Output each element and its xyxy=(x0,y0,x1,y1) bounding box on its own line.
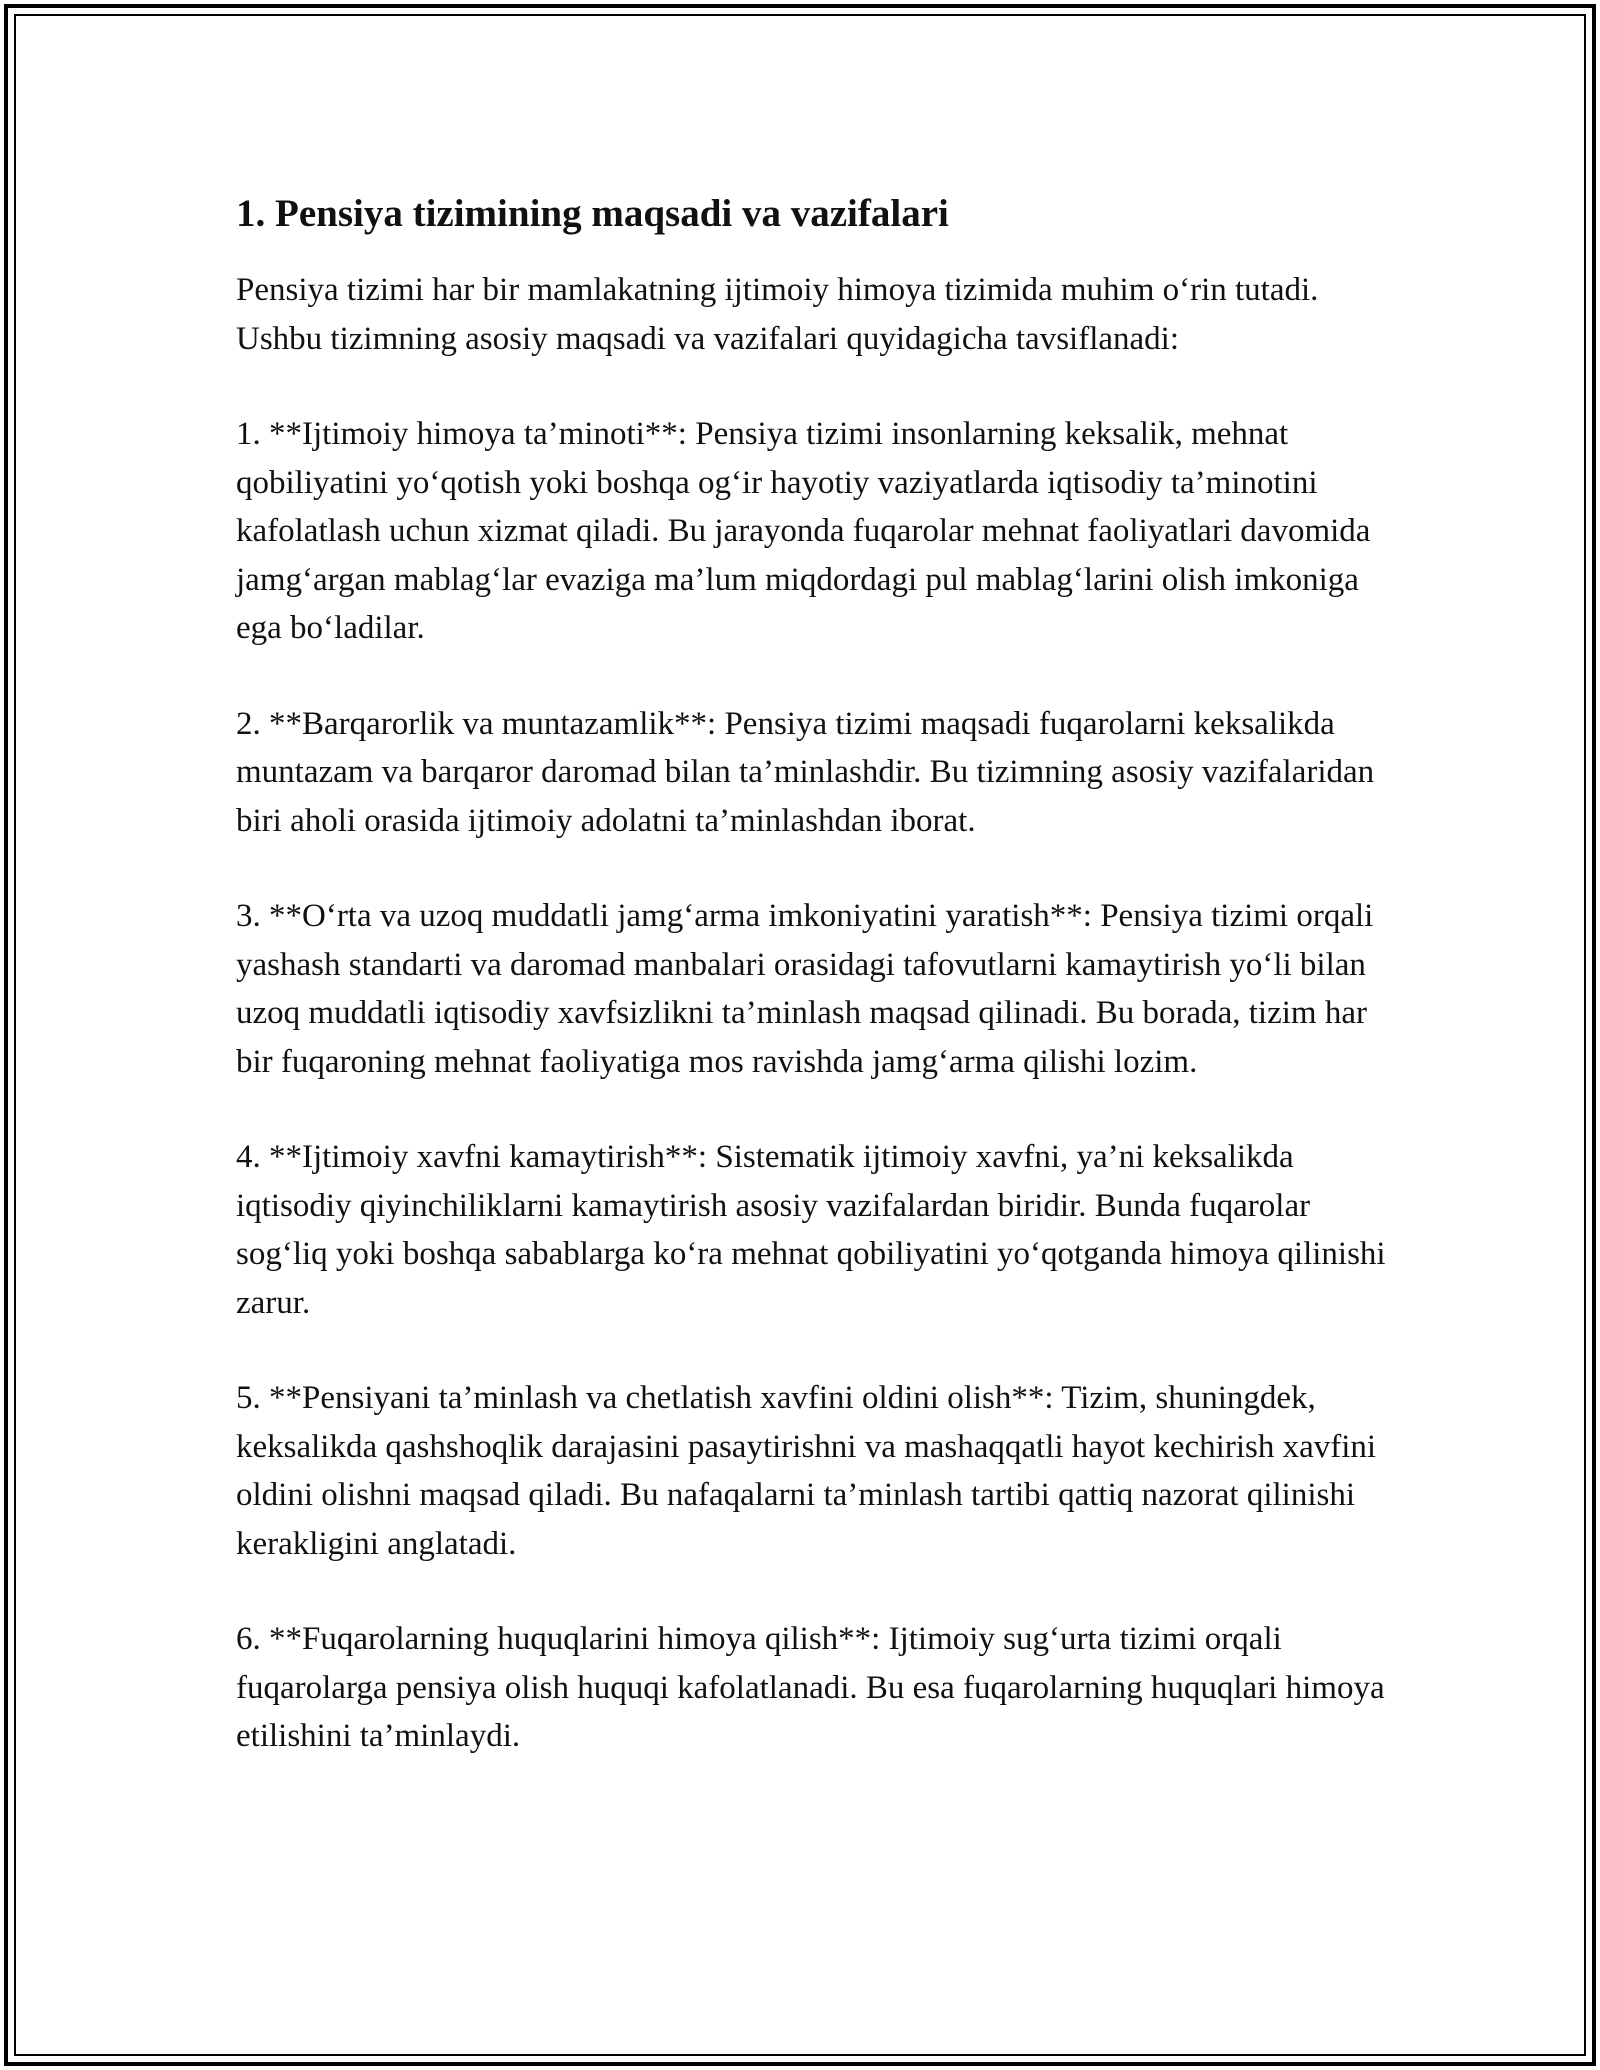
document-body xyxy=(236,186,1386,1761)
list-item: 2. **Barqarorlik va muntazamlik**: Pensiya tizimi maqsadi fuqarolarni keksalikda muntazam va barqaror daromad bilan ta’minlashdir. Bu tizimning asosiy vazifalaridan biri aholi orasida ijtimoiy adolatni ta’minlashdan iborat. xyxy=(236,705,1375,839)
section-title: 1. Pensiya tizimining maqsadi va vazifalari xyxy=(236,192,949,235)
list-item: 6. **Fuqarolarning huquqlarini himoya qilish**: Ijtimoiy sug‘urta tizimi orqali fuqarolarga pensiya olish huquqi kafolatlanadi. Bu esa fuqarolarning huquqlari himoya etilishini ta’minlaydi. xyxy=(236,1621,1385,1754)
list-item: 4. **Ijtimoiy xavfni kamaytirish**: Sistematik ijtimoiy xavfni, ya’ni keksalikda iqtisodiy qiyinchiliklarni kamaytirish asosiy vazifalardan biridir. Bunda fuqarolar sog‘liq yoki boshqa sabablarga ko‘ra mehnat qobiliyatini yo‘qotganda himoya qilinishi zarur. xyxy=(236,1139,1386,1321)
intro-paragraph: Pensiya tizimi har bir mamlakatning ijtimoiy himoya tizimida muhim o‘rin tutadi. Ushbu tizimning asosiy maqsadi va vazifalari quyidagicha tavsiflanadi: xyxy=(236,272,1319,357)
list-item: 3. **O‘rta va uzoq muddatli jamg‘arma imkoniyatini yaratish**: Pensiya tizimi orqali yashash standarti va daromad manbalari orasidagi tafovutlarni kamaytirish yo‘li bilan uzoq muddatli iqtisodiy xavfsizlikni ta’minlash maqsad qilinadi. Bu borada, tizim har bir fuqaroning mehnat faoliyatiga mos ravishda jamg‘arma qilishi lozim. xyxy=(236,898,1374,1080)
list-item: 5. **Pensiyani ta’minlash va chetlatish xavfini oldini olish**: Tizim, shuningdek, keksalikda qashshoqlik darajasini pasaytirishni va mashaqqatli hayot kechirish xavfini oldini olishni maqsad qiladi. Bu nafaqalarni ta’minlash tartibi qattiq nazorat qilinishi kerakligini anglatadi. xyxy=(236,1380,1377,1562)
list-item: 1. **Ijtimoiy himoya ta’minoti**: Pensiya tizimi insonlarning keksalik, mehnat qobiliyatini yo‘qotish yoki boshqa og‘ir hayotiy vaziyatlarda iqtisodiy ta’minotini kafolatlash uchun xizmat qiladi. Bu jarayonda fuqarolar mehnat faoliyatlari davomida jamg‘argan mablag‘lar evaziga ma’lum miqdordagi pul mablag‘larini olish imkoniga ega bo‘ladilar. xyxy=(236,416,1371,646)
